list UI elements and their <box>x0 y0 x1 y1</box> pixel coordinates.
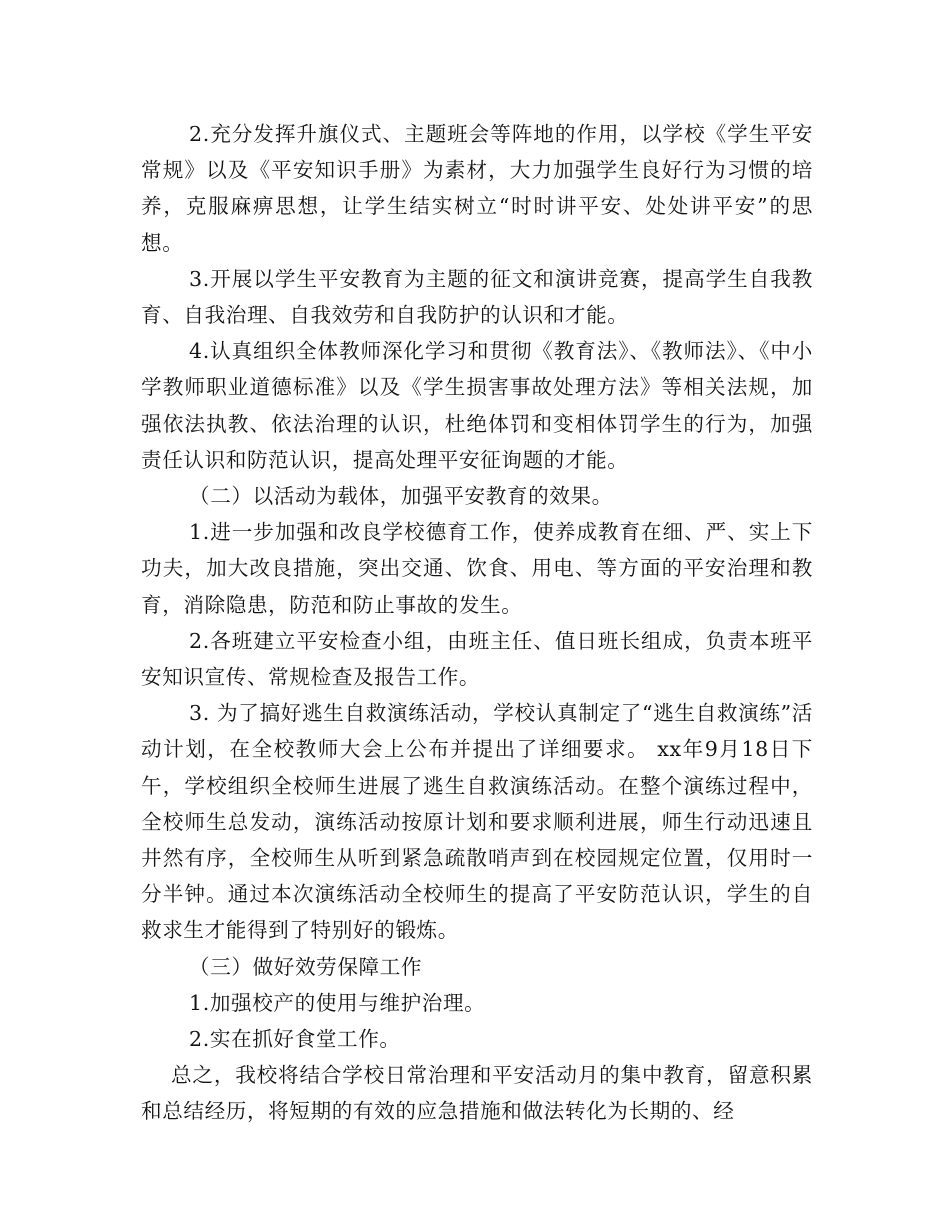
paragraph-service-1: 1.加强校产的使用与维护治理。 <box>189 990 486 1015</box>
summary-paragraph: 总之，我校将结合学校日常治理和平安活动月的集中教育，留意积累和总结经历，将短期的有效的应急措施和做法转化为长期的、经 <box>141 1063 813 1124</box>
paragraph-item-4: 4.认真组织全体教师深化学习和贯彻《教育法》、《教师法》、《中小学教师职业道德标准》以及《学生损害事故处理方法》等相关法规，加强依法执教、依法治理的认识，杜绝体罚和变相体罚学生的行为，加强责任认识和防范认识，提高处理平安征询题的才能。 <box>141 339 813 472</box>
section-heading-3: （三）做好效劳保障工作 <box>189 954 423 979</box>
paragraph-item-3: 3.开展以学生平安教育为主题的征文和演讲竞赛，提高学生自我教育、自我治理、自我效劳和自我防护的认识和才能。 <box>141 266 813 328</box>
paragraph-activity-3: 3. 为了搞好逃生自救演练活动，学校认真制定了“逃生自救演练”活动计划，在全校教师大会上公布并提出了详细要求。 xx年9月18日下午，学校组织全校师生进展了逃生自救演练活动。在整个演练过程中，全校师生总发动，演练活动按原计划和要求顺利进展，师生行动迅速且井然有序，全校师生从听到紧急疏散哨声到在校园规定位置，仅用时一分半钟。通过本次演练活动全校师生的提高了平安防范认识，学生的自救求生才能得到了特别好的锻炼。 <box>141 701 813 943</box>
document-body <box>141 116 813 1130</box>
paragraph-activity-2: 2.各班建立平安检查小组，由班主任、值日班长组成，负责本班平安知识宣传、常规检查及报告工作。 <box>141 628 813 690</box>
paragraph-activity-1: 1.进一步加强和改良学校德育工作，使养成教育在细、严、实上下功夫，加大改良措施，突出交通、饮食、用电、等方面的平安治理和教育，消除隐患，防范和防止事故的发生。 <box>141 520 813 617</box>
paragraph-service-2: 2.实在抓好食堂工作。 <box>189 1027 401 1052</box>
section-heading-2: （二）以活动为载体，加强平安教育的效果。 <box>189 484 613 509</box>
paragraph-item-2: 2.充分发挥升旗仪式、主题班会等阵地的作用，以学校《学生平安常规》以及《平安知识手册》为素材，大力加强学生良好行为习惯的培养，克服麻痹思想，让学生结实树立“时时讲平安、处处讲平安”的思想。 <box>141 122 813 255</box>
